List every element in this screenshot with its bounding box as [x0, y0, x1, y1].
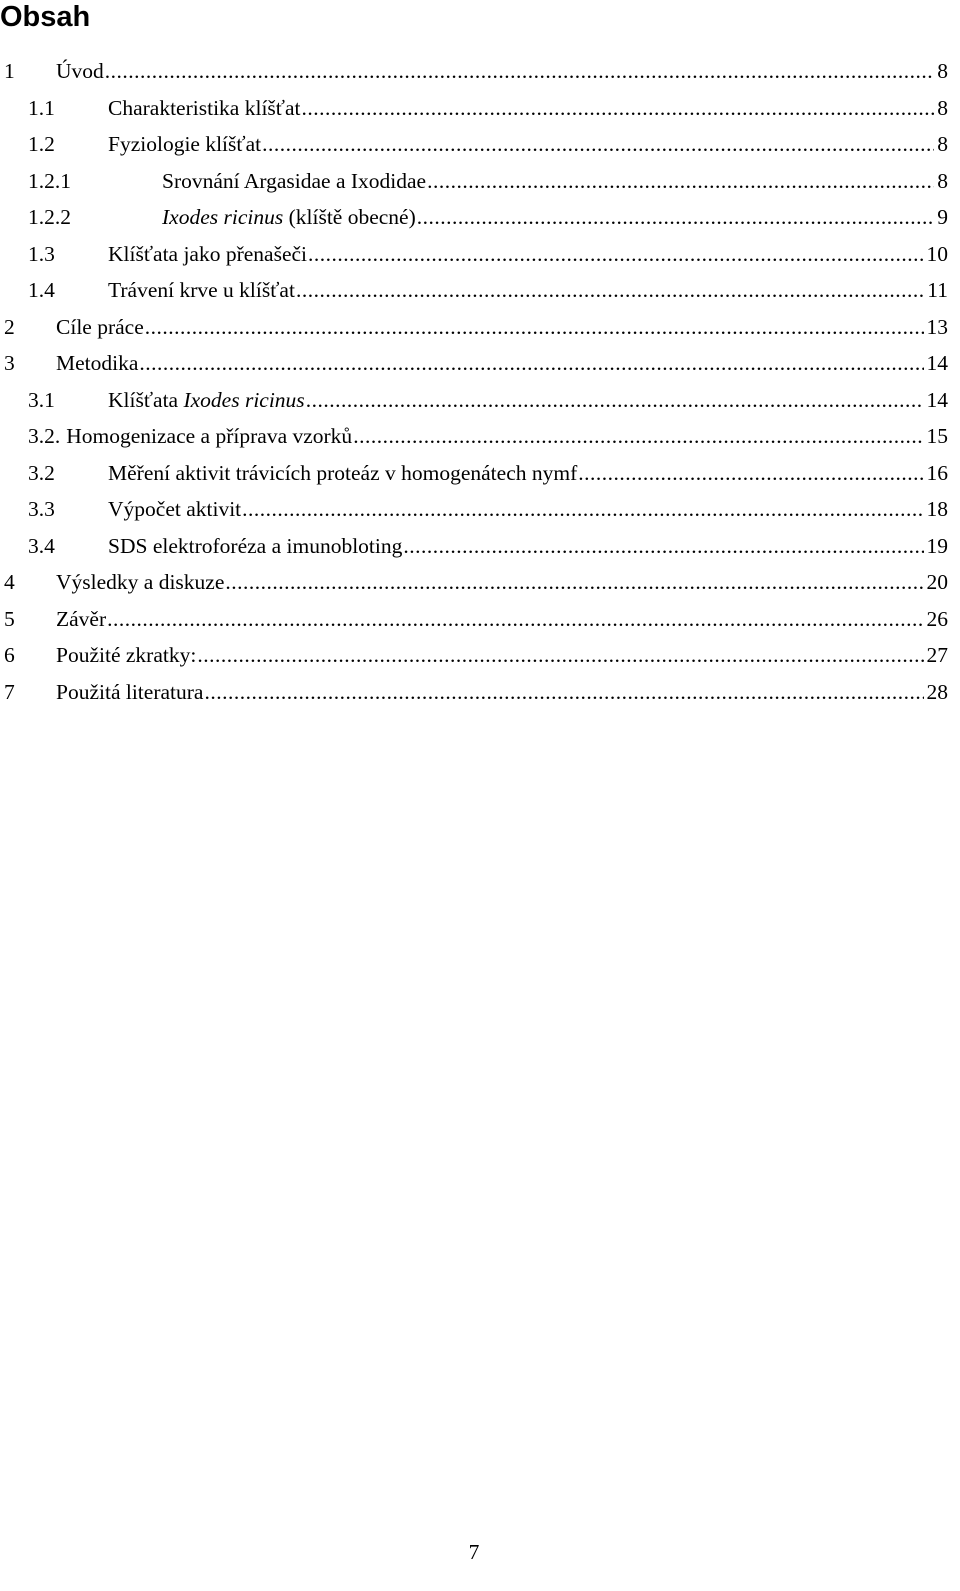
toc-entry-number: 1.4	[28, 278, 55, 303]
toc-entry-page: 15	[926, 424, 948, 449]
toc-entry-page: 28	[926, 679, 948, 704]
toc-entry[interactable]	[0, 674, 948, 711]
toc-entry-title-text: Výpočet aktivit	[108, 497, 242, 522]
toc-dot-leader	[242, 497, 923, 521]
toc-entry-page: 11	[927, 278, 948, 303]
toc-entry-title-text: Závěr	[56, 606, 107, 631]
toc-entry-title	[108, 278, 295, 302]
toc-dot-leader	[353, 424, 923, 448]
toc-entry[interactable]	[0, 382, 948, 419]
toc-entry[interactable]	[0, 601, 948, 638]
toc-entry-number: 3.4	[28, 533, 55, 558]
toc-entry-number: 4	[4, 570, 15, 595]
toc-dot-leader	[403, 534, 923, 558]
toc-entry[interactable]	[0, 418, 948, 455]
toc-entry[interactable]	[0, 163, 948, 200]
toc-entry-title	[56, 315, 144, 339]
page-number: 7	[468, 1540, 480, 1564]
toc-entry[interactable]	[0, 309, 948, 346]
toc-entry-title-italic: Ixodes ricinus	[183, 387, 305, 412]
toc-entry-title	[56, 570, 224, 594]
toc-entry-title	[56, 680, 203, 704]
toc-entry[interactable]	[0, 528, 948, 565]
table-of-contents	[0, 53, 948, 710]
toc-entry-title	[56, 643, 196, 667]
toc-entry[interactable]	[0, 53, 948, 90]
toc-entry-number: 5	[4, 606, 15, 631]
toc-dot-leader	[197, 643, 923, 667]
toc-entry[interactable]	[0, 455, 948, 492]
toc-entry-number: 3.2.	[28, 424, 61, 449]
toc-entry[interactable]	[0, 491, 948, 528]
toc-entry-title-text: Charakteristika klíšťat	[108, 95, 301, 120]
toc-entry-title-text: Použité zkratky:	[56, 643, 197, 668]
toc-dot-leader	[296, 278, 924, 302]
toc-entry-page: 10	[926, 241, 948, 266]
toc-entry-title	[108, 242, 307, 266]
toc-dot-leader	[204, 680, 923, 704]
toc-entry-page: 13	[926, 314, 948, 339]
toc-entry-page: 8	[937, 95, 948, 120]
toc-entry-title-suffix: (klíště obecné)	[283, 205, 416, 230]
toc-entry-number: 1.2	[28, 132, 55, 157]
toc-dot-leader	[427, 169, 934, 193]
toc-entry-page: 16	[926, 460, 948, 485]
toc-entry-number: 1.2.1	[28, 168, 71, 193]
toc-entry[interactable]	[0, 272, 948, 309]
toc-entry-number: 3.2	[28, 460, 55, 485]
toc-entry-title	[108, 461, 577, 485]
toc-entry-title	[56, 59, 104, 83]
toc-entry-number: 1.3	[28, 241, 55, 266]
toc-entry[interactable]	[0, 564, 948, 601]
toc-entry-title	[56, 351, 138, 375]
toc-entry-page: 19	[926, 533, 948, 558]
toc-dot-leader	[139, 351, 923, 375]
toc-entry-page: 8	[937, 132, 948, 157]
toc-entry-number: 3.1	[28, 387, 55, 412]
toc-entry-number: 1	[4, 59, 15, 84]
toc-entry-title	[108, 534, 402, 558]
toc-entry-title-text: Použitá literatura	[56, 679, 204, 704]
toc-dot-leader	[308, 242, 923, 266]
toc-dot-leader	[417, 205, 935, 229]
toc-entry-title-text: Homogenizace a příprava vzorků	[66, 424, 353, 449]
toc-entry-page: 26	[926, 606, 948, 631]
toc-entry-title-text: Měření aktivit trávicích proteáz v homogenátech nymf	[108, 460, 578, 485]
toc-entry-number: 7	[4, 679, 15, 704]
toc-entry-number: 3.3	[28, 497, 55, 522]
toc-entry-title-text: Klíšťata	[108, 387, 184, 412]
toc-entry-page: 9	[937, 205, 948, 230]
toc-entry[interactable]	[0, 90, 948, 127]
toc-entry-title	[108, 132, 261, 156]
toc-entry-title-text: Úvod	[56, 59, 104, 84]
toc-entry-title	[162, 169, 426, 193]
toc-entry-title-text: SDS elektroforéza a imunobloting	[108, 533, 403, 558]
toc-entry-title-text: Srovnání Argasidae a Ixodidae	[162, 168, 427, 193]
toc-entry-page: 8	[937, 168, 948, 193]
toc-entry-page: 27	[926, 643, 948, 668]
page-title: Obsah	[0, 1, 91, 33]
toc-entry-page: 14	[926, 351, 948, 376]
toc-entry-page: 18	[926, 497, 948, 522]
toc-entry-title	[56, 607, 106, 631]
toc-entry[interactable]	[0, 126, 948, 163]
toc-entry-page: 14	[926, 387, 948, 412]
toc-dot-leader	[262, 132, 934, 156]
toc-entry-number: 2	[4, 314, 15, 339]
toc-entry-title	[108, 388, 305, 412]
toc-entry-title	[108, 497, 241, 521]
toc-entry-title-text: Cíle práce	[56, 314, 144, 339]
toc-dot-leader	[225, 570, 923, 594]
toc-entry-number: 1.2.2	[28, 205, 71, 230]
toc-entry-page: 8	[937, 59, 948, 84]
toc-entry-title-text: Klíšťata jako přenašeči	[108, 241, 308, 266]
toc-entry-title-italic: Ixodes ricinus	[162, 205, 284, 230]
toc-entry-number: 1.1	[28, 95, 55, 120]
toc-entry[interactable]	[0, 637, 948, 674]
toc-dot-leader	[306, 388, 924, 412]
toc-dot-leader	[107, 607, 923, 631]
toc-entry-title-text: Metodika	[56, 351, 139, 376]
toc-dot-leader	[145, 315, 924, 339]
toc-entry-number: 6	[4, 643, 15, 668]
toc-entry-title-text: Výsledky a diskuze	[56, 570, 225, 595]
toc-dot-leader	[578, 461, 923, 485]
toc-entry-title-text: Trávení krve u klíšťat	[108, 278, 295, 303]
toc-entry-title	[66, 424, 352, 448]
toc-entry-title	[108, 96, 300, 120]
toc-entry-title-text: Fyziologie klíšťat	[108, 132, 262, 157]
toc-entry-number: 3	[4, 351, 15, 376]
toc-entry-title	[162, 205, 416, 229]
toc-entry[interactable]	[0, 345, 948, 382]
toc-entry-page: 20	[926, 570, 948, 595]
toc-dot-leader	[301, 96, 934, 120]
toc-entry[interactable]	[0, 236, 948, 273]
toc-entry[interactable]	[0, 199, 948, 236]
toc-dot-leader	[105, 59, 934, 83]
